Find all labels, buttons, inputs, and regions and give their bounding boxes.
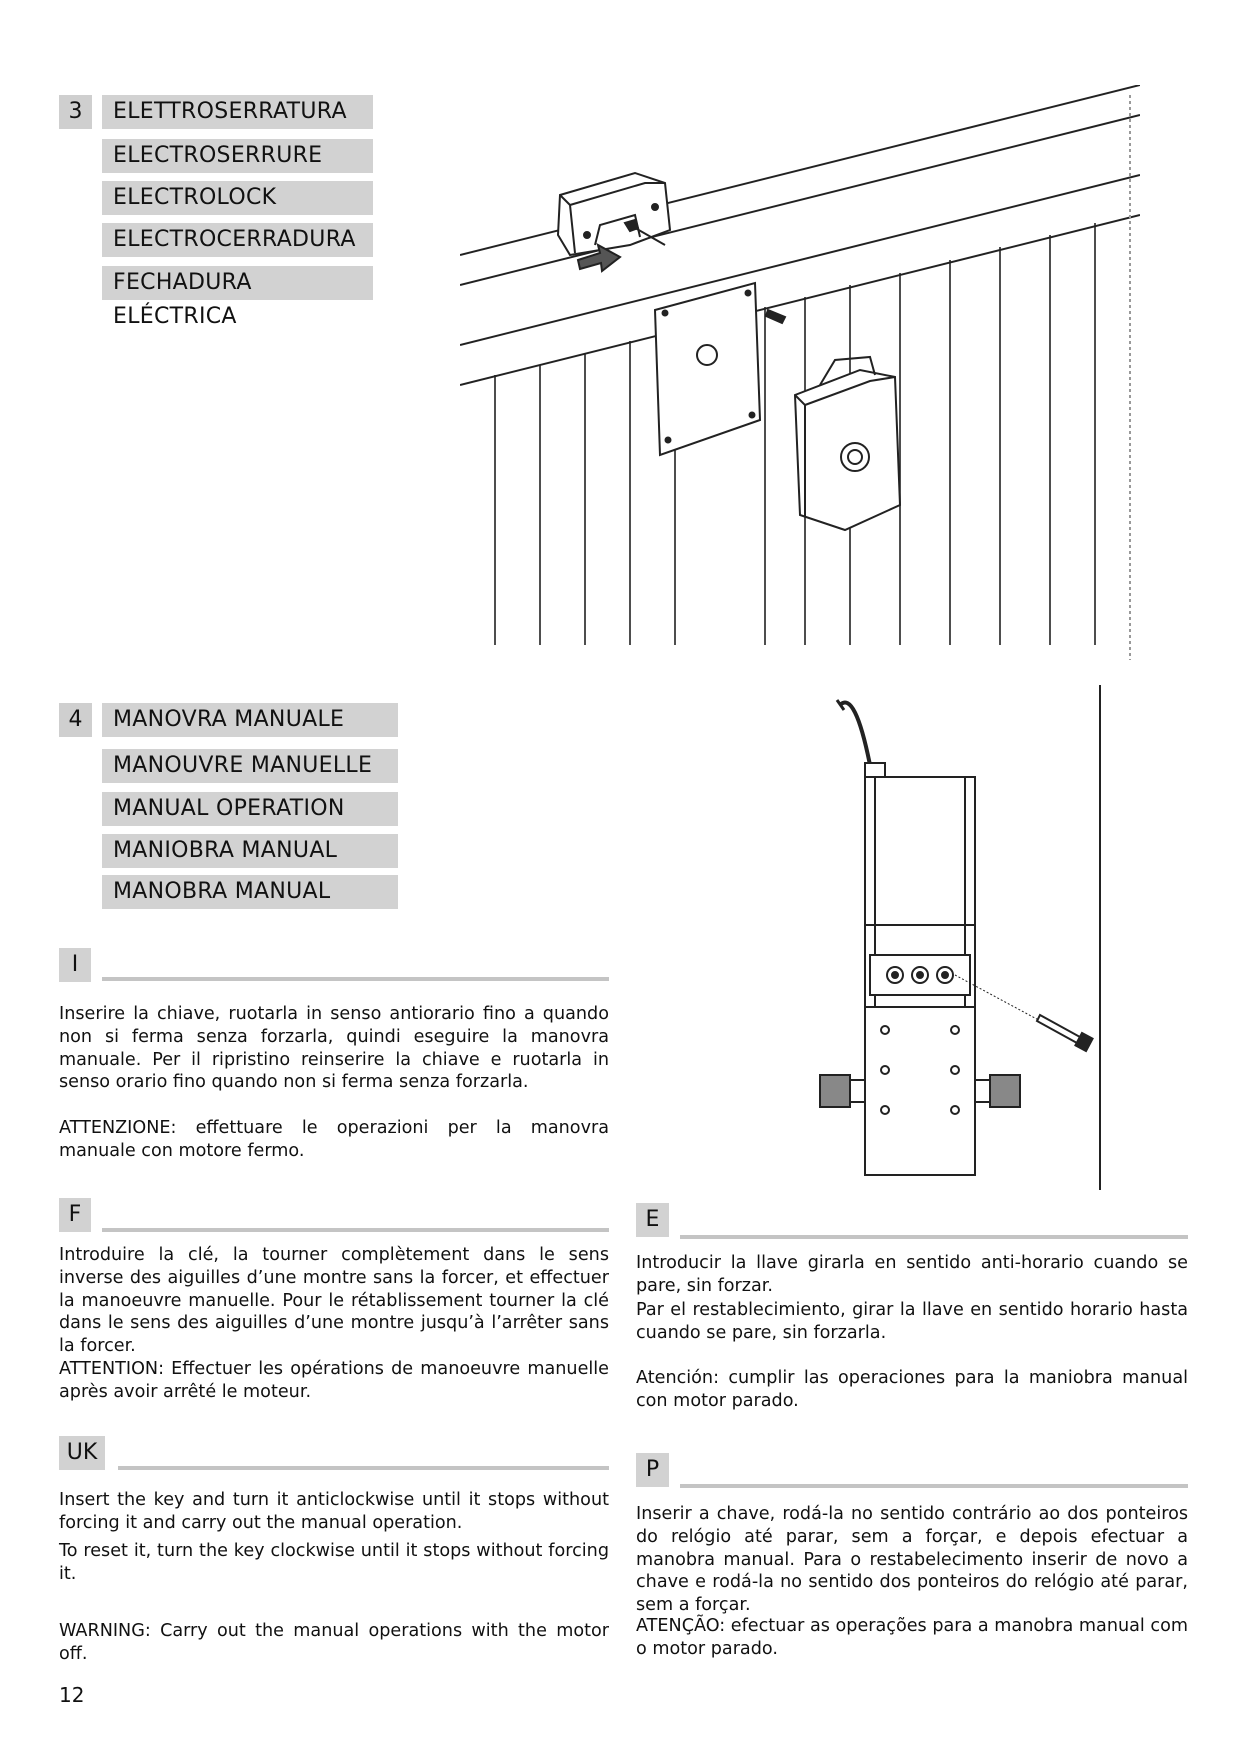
lang-tag-f: F xyxy=(59,1198,91,1232)
text-en-1: Insert the key and turn it anticlockwise until it stops without forcing it and carry out the manual operation. xyxy=(59,1490,609,1533)
section4-title-fr: MANOUVRE MANUELLE xyxy=(102,749,398,783)
section-rule-i xyxy=(102,977,609,981)
section-number-4: 4 xyxy=(59,703,92,737)
section-rule-f xyxy=(102,1228,609,1232)
section3-title-es: ELECTROCERRADURA xyxy=(102,223,373,257)
text-es-3: Atención: cumplir las operaciones para la maniobra manual con motor parado. xyxy=(636,1368,1188,1411)
electrolock-illustration xyxy=(460,85,1140,660)
section-rule-uk xyxy=(118,1466,609,1470)
lang-tag-p: P xyxy=(636,1453,669,1487)
manual-operation-illustration xyxy=(800,685,1130,1195)
text-pt-2: ATENÇÃO: efectuar as operações para a manobra manual com o motor parado. xyxy=(636,1616,1188,1659)
section-rule-p xyxy=(680,1484,1188,1488)
section3-title-pt: FECHADURA ELÉCTRICA xyxy=(102,266,373,300)
page-number: 12 xyxy=(59,1683,85,1707)
section4-title-es: MANIOBRA MANUAL xyxy=(102,834,398,868)
lang-tag-uk: UK xyxy=(59,1436,105,1470)
text-pt-1: Inserir a chave, rodá-la no sentido contrário ao dos ponteiros do relógio até parar, sem a forçar, e depois efectuar a manobra manual. Para o restabelecimento inserir de novo a chave e rodá-la no sentido dos ponteiros do relógio até parar, sem a forçar. xyxy=(636,1504,1188,1616)
lang-tag-i: I xyxy=(59,948,91,982)
text-es-2: Par el restablecimiento, girar la llave en sentido horario hasta cuando se pare, sin forzarla. xyxy=(636,1300,1188,1343)
section3-title-it: ELETTROSERRATURA xyxy=(102,95,373,129)
section-rule-e xyxy=(680,1235,1188,1239)
section4-title-en: MANUAL OPERATION xyxy=(102,792,398,826)
text-it-2: ATTENZIONE: effettuare le operazioni per la manovra manuale con motore fermo. xyxy=(59,1118,609,1161)
text-en-2: To reset it, turn the key clockwise until it stops without forcing it. xyxy=(59,1541,609,1584)
text-en-3: WARNING: Carry out the manual operations with the motor off. xyxy=(59,1621,609,1664)
lang-tag-e: E xyxy=(636,1203,669,1237)
section3-title-fr: ELECTROSERRURE xyxy=(102,139,373,173)
text-es-1: Introducir la llave girarla en sentido anti-horario cuando se pare, sin forzar. xyxy=(636,1253,1188,1296)
section3-title-en: ELECTROLOCK xyxy=(102,181,373,215)
section-number-3: 3 xyxy=(59,95,92,129)
text-it-1: Inserire la chiave, ruotarla in senso antiorario fino a quando non si ferma senza forzarla, quindi eseguire la manovra manuale. Per il ripristino reinserire la chiave e ruotarla in senso orario fino quando non si ferma senza forzarla. xyxy=(59,1004,609,1093)
text-fr-1: Introduire la clé, la tourner complètement dans le sens inverse des aiguilles d’une montre sans la forcer, et effectuer la manoeuvre manuelle. Pour le rétablissement tourner la clé dans le sens des aiguilles d’une montre jusqu’à l’arrêter sans la forcer. xyxy=(59,1245,609,1357)
text-fr-2: ATTENTION: Effectuer les opérations de manoeuvre manuelle après avoir arrêté le moteur. xyxy=(59,1359,609,1402)
section4-title-pt: MANOBRA MANUAL xyxy=(102,875,398,909)
section4-title-it: MANOVRA MANUALE xyxy=(102,703,398,737)
